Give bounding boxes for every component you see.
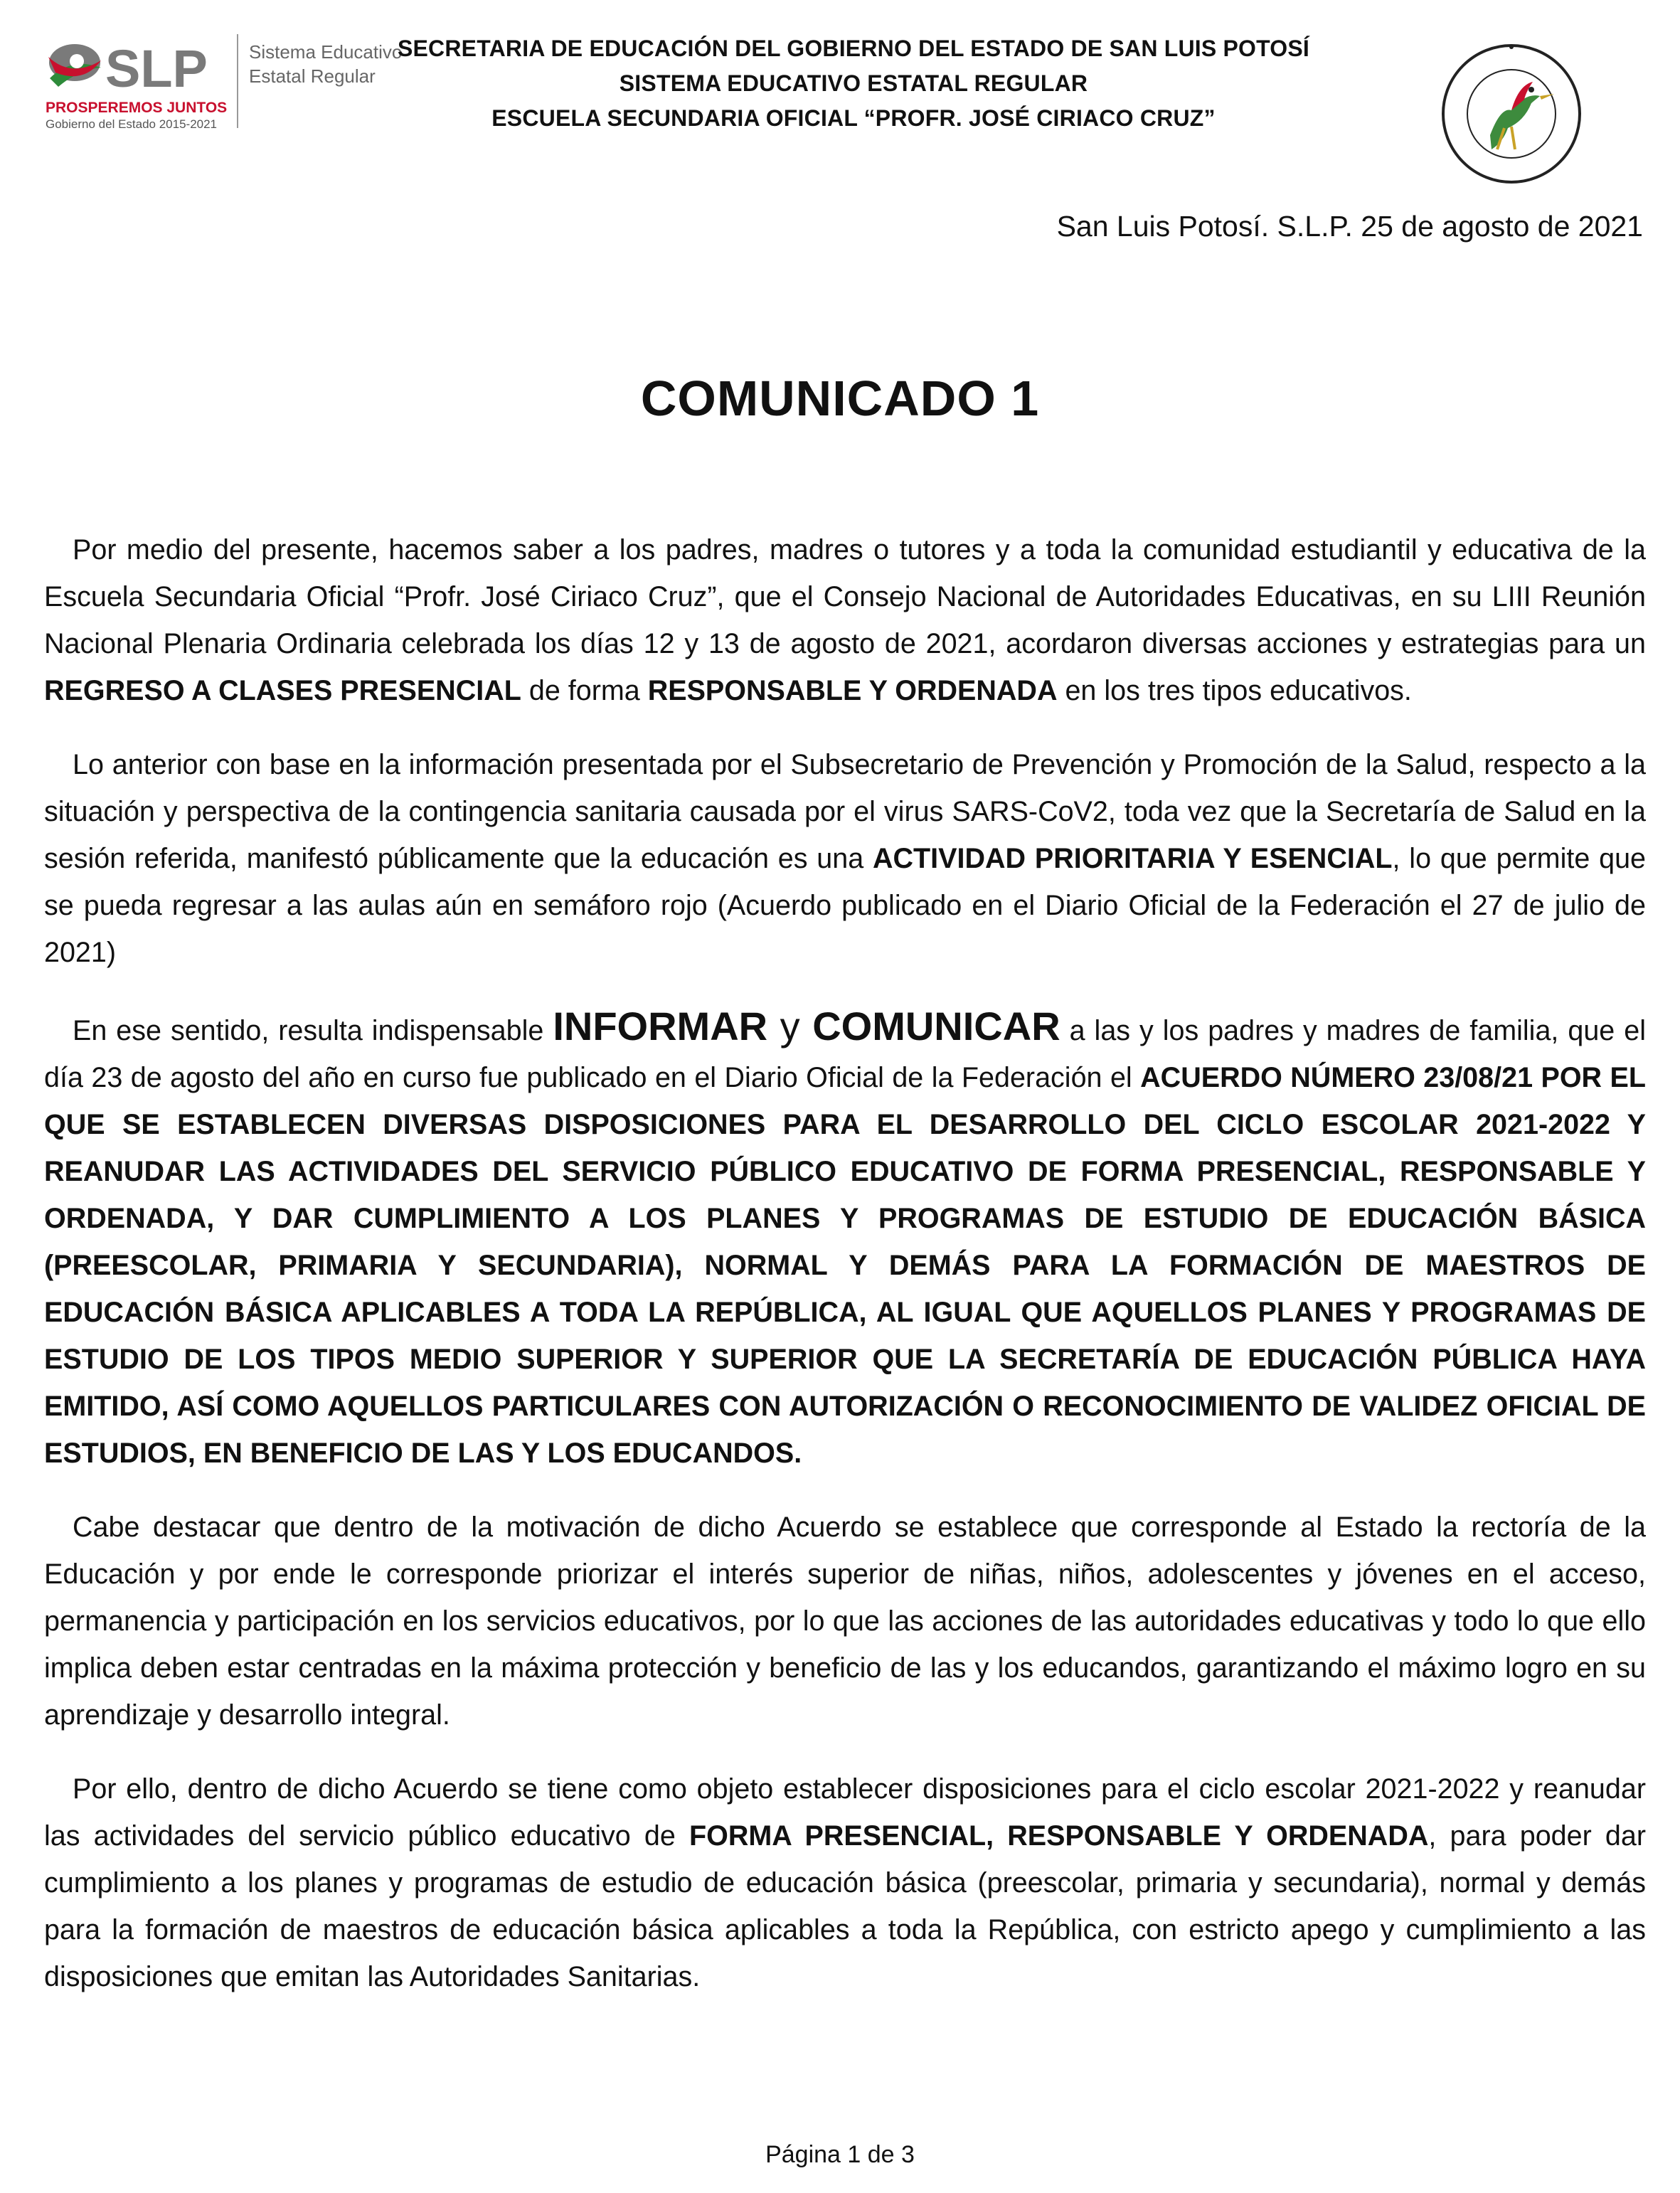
header-line-3: ESCUELA SECUNDARIA OFICIAL “PROFR. JOSÉ CIRIACO CRUZ” bbox=[491, 105, 1216, 131]
svg-text:PROSPEREMOS JUNTOS: PROSPEREMOS JUNTOS bbox=[46, 100, 228, 116]
school-seal bbox=[1440, 43, 1583, 185]
svg-text:Estatal Regular: Estatal Regular bbox=[249, 65, 376, 87]
paragraph-3: En ese sentido, resulta indispensable INFORMAR y COMUNICAR a las y los padres y madres de familia, que el día 23 de agosto del año en curso fue publicado en el Diario Oficial de la Federación el ACUERDO NÚMERO 23/08/21 POR EL QUE SE ESTABLECEN DIVERSAS DISPOSICIONES PARA EL DESARROLLO DEL CICLO ESCOLAR 2021-2022 Y REANUDAR LAS ACTIVIDADES DEL SERVICIO PÚBLICO EDUCATIVO DE FORMA PRESENCIAL, RESPONSABLE Y ORDENADA, Y DAR CUMPLIMIENTO A LOS PLANES Y PROGRAMAS DE ESTUDIO DE EDUCACIÓN BÁSICA (PREESCOLAR, PRIMARIA Y SECUNDARIA), NORMAL Y DEMÁS PARA LA FORMACIÓN DE MAESTROS DE EDUCACIÓN BÁSICA APLICABLES A TODA LA REPÚBLICA, AL IGUAL QUE AQUELLOS PLANES Y PROGRAMAS DE ESTUDIO DE LOS TIPOS MEDIO SUPERIOR Y SUPERIOR QUE LA SECRETARÍA DE EDUCACIÓN PÚBLICA HAYA EMITIDO, ASÍ COMO AQUELLOS PARTICULARES CON AUTORIZACIÓN O RECONOCIMIENTO DE VALIDEZ OFICIAL DE ESTUDIOS, EN BENEFICIO DE LAS Y LOS EDUCANDOS. bbox=[44, 1004, 1646, 1469]
paragraph-5: Por ello, dentro de dicho Acuerdo se tiene como objeto establecer disposiciones para el ciclo escolar 2021-2022 y reanudar las actividades del servicio público educativo de FORMA PRESENCIAL, RESPONSABLE Y ORDENADA, para poder dar cumplimiento a los planes y programas de estudio de educación básica (preescolar, primaria y secundaria), normal y demás para la formación de maestros de educación básica aplicables a toda la República, con estricto apego y cumplimiento a las disposiciones que emitan las Autoridades Sanitarias. bbox=[44, 1773, 1647, 1992]
svg-text:SLP: SLP bbox=[105, 39, 208, 98]
document-body bbox=[44, 526, 1646, 2027]
header-line-2: SISTEMA EDUCATIVO ESTATAL REGULAR bbox=[619, 70, 1088, 96]
svg-text:Gobierno del Estado 2015-2021: Gobierno del Estado 2015-2021 bbox=[46, 117, 218, 131]
header-line-1: SECRETARIA DE EDUCACIÓN DEL GOBIERNO DEL ESTADO DE SAN LUIS POTOSÍ bbox=[397, 36, 1310, 61]
document-title: COMUNICADO 1 bbox=[640, 371, 1040, 426]
document-date: San Luis Potosí. S.L.P. 25 de agosto de 2021 bbox=[1056, 210, 1643, 243]
slp-emblem-icon bbox=[43, 28, 403, 135]
slp-government-logo bbox=[43, 28, 403, 135]
page-number: Página 1 de 3 bbox=[765, 2141, 915, 2168]
paragraph-2: Lo anterior con base en la información presentada por el Subsecretario de Prevención y Promoción de la Salud, respecto a la situación y perspectiva de la contingencia sanitaria causada por el virus SARS-CoV2, toda vez que la Secretaría de Salud en la sesión referida, manifestó públicamente que la educación es una ACTIVIDAD PRIORITARIA Y ESENCIAL, lo que permite que se pueda regresar a las aulas aún en semáforo rojo (Acuerdo publicado en el Diario Oficial de la Federación el 27 de julio de 2021) bbox=[44, 749, 1647, 968]
roadrunner-seal-icon bbox=[1440, 43, 1583, 185]
paragraph-1: Por medio del presente, hacemos saber a los padres, madres o tutores y a toda la comunidad estudiantil y educativa de la Escuela Secundaria Oficial “Profr. José Ciriaco Cruz”, que el Consejo Nacional de Autoridades Educativas, en su LIII Reunión Nacional Plenaria Ordinaria celebrada los días 12 y 13 de agosto de 2021, acordaron diversas acciones y estrategias para un REGRESO A CLASES PRESENCIAL de forma RESPONSABLE Y ORDENADA en los tres tipos educativos. bbox=[44, 534, 1646, 706]
svg-text:Sistema Educativo: Sistema Educativo bbox=[249, 41, 403, 63]
paragraph-4: Cabe destacar que dentro de la motivación de dicho Acuerdo se establece que corresponde al Estado la rectoría de la Educación y por ende le corresponde priorizar el interés superior de niñas, niños, adolescentes y jóvenes en el acceso, permanencia y participación en los servicios educativos, por lo que las acciones de las autoridades educativas y todo lo que ello implica deben estar centradas en la máxima protección y beneficio de las y los educandos, garantizando el máximo logro en su aprendizaje y desarrollo integral. bbox=[44, 1512, 1646, 1731]
document-header bbox=[384, 31, 1323, 136]
